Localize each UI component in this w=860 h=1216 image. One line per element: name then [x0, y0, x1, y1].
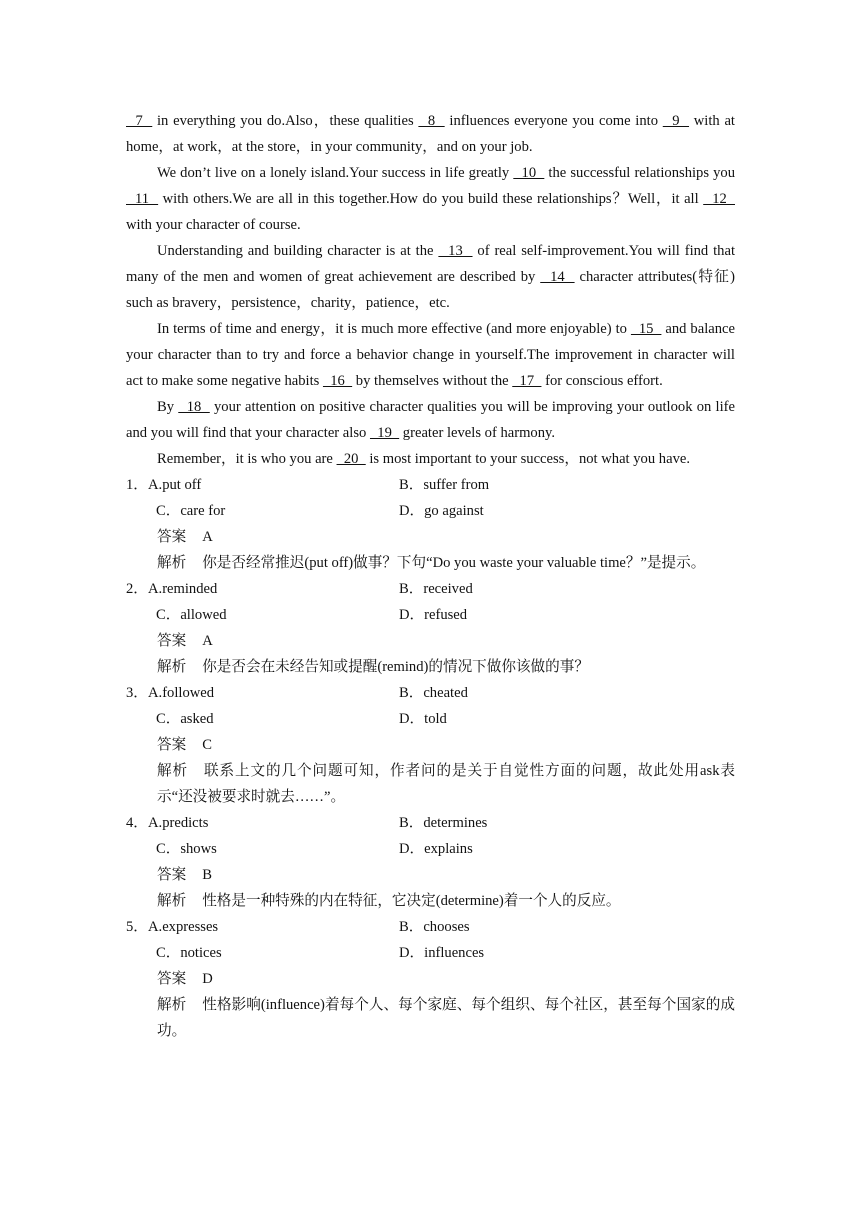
answer-label: 答案	[157, 867, 187, 883]
answer-line	[126, 628, 735, 654]
option-b: B．chooses	[399, 919, 470, 935]
passage-text: in everything you do.Also，these qualities	[152, 113, 419, 129]
option-b: B．suffer from	[399, 477, 490, 493]
options-row	[126, 472, 735, 498]
question-number: 4．	[126, 815, 148, 831]
cloze-passage	[126, 108, 735, 472]
option-a: A.put off	[148, 477, 202, 493]
passage-text: with others.We are all in this together.How do you build these relationships？Well，it all	[158, 191, 704, 207]
blank-19: 19	[369, 425, 400, 441]
option-a: A.followed	[148, 685, 215, 701]
blank-12: 12	[703, 191, 735, 207]
explanation-line	[126, 758, 735, 810]
option-d: D．influences	[399, 945, 485, 961]
blank-14: 14	[540, 269, 575, 285]
answer-label: 答案	[157, 737, 187, 753]
passage-text: greater levels of harmony.	[399, 425, 556, 441]
option-c: C．shows	[156, 841, 217, 857]
options-row	[126, 810, 735, 836]
passage-text: for conscious effort.	[541, 373, 663, 389]
explanation-label: 解析	[157, 763, 189, 779]
passage-text: with at home，at work，at the store，in your community，and on your job.	[126, 113, 735, 155]
blank-10: 10	[513, 165, 545, 181]
passage-text: is most important to your success，not what you have.	[365, 451, 690, 467]
passage-text: We don’t live on a lonely island.Your success in life greatly	[157, 165, 514, 181]
passage-text: the successful relationships you	[544, 165, 736, 181]
option-b: B．determines	[399, 815, 488, 831]
passage-text: and balance your character than to try and force a behavior change in yourself.The improvement in character will act to make some negative habits	[126, 321, 735, 389]
answer-label: 答案	[157, 529, 187, 545]
question-2	[126, 576, 735, 680]
blank-11: 11	[126, 191, 159, 207]
blank-9: 9	[662, 113, 690, 129]
question-3	[126, 680, 735, 810]
option-c: C．notices	[156, 945, 222, 961]
answer-value: D	[202, 971, 213, 987]
options-row	[126, 940, 735, 966]
explanation-label: 解析	[157, 997, 187, 1013]
answer-line	[126, 966, 735, 992]
answer-value: A	[202, 633, 213, 649]
explanation-text: 性格是一种特殊的内在特征，它决定(determine)着一个人的反应。	[202, 893, 621, 909]
passage-text: by themselves without the	[352, 373, 513, 389]
options-row	[126, 836, 735, 862]
question-number: 2．	[126, 581, 148, 597]
options-row	[126, 914, 735, 940]
passage-paragraph	[126, 108, 735, 160]
option-b: B．cheated	[399, 685, 468, 701]
option-b: B．received	[399, 581, 473, 597]
passage-text: of real self-improvement.You will find that many of the men and women of great achievement are described by	[126, 243, 735, 285]
explanation-label: 解析	[157, 659, 187, 675]
blank-20: 20	[336, 451, 366, 467]
passage-text: In terms of time and energy，it is much more effective (and more enjoyable) to	[157, 321, 631, 337]
passage-text: your attention on positive character qualities you will be improving your outlook on life and you will find that your character also	[126, 399, 735, 441]
question-number: 5．	[126, 919, 148, 935]
passage-text: with your character of course.	[126, 217, 301, 233]
passage-paragraph	[126, 238, 735, 316]
passage-paragraph	[126, 316, 735, 394]
passage-text: Remember，it is who you are	[157, 451, 337, 467]
blank-17: 17	[512, 373, 542, 389]
passage-text: By	[157, 399, 179, 415]
options-row	[126, 498, 735, 524]
explanation-line	[126, 888, 735, 914]
passage-paragraph	[126, 160, 735, 238]
option-c: C．allowed	[156, 607, 227, 623]
blank-13: 13	[438, 243, 473, 259]
blank-16: 16	[322, 373, 353, 389]
passage-text: influences everyone you come into	[444, 113, 663, 129]
option-d: D．told	[399, 711, 447, 727]
question-1	[126, 472, 735, 576]
explanation-text: 联系上文的几个问题可知，作者问的是关于自觉性方面的问题，故此处用ask表示“还没被要求时就去……”。	[157, 763, 735, 805]
option-a: A.expresses	[148, 919, 219, 935]
options-row	[126, 602, 735, 628]
explanation-line	[126, 992, 735, 1044]
options-row	[126, 680, 735, 706]
explanation-text: 你是否经常推迟(put off)做事？下句“Do you waste your valuable time？”是提示。	[202, 555, 706, 571]
explanation-text: 你是否会在未经告知或提醒(remind)的情况下做你该做的事？	[202, 659, 589, 675]
explanation-line	[126, 550, 735, 576]
options-row	[126, 576, 735, 602]
explanation-text: 性格影响(influence)着每个人、每个家庭、每个组织、每个社区，甚至每个国家的成功。	[157, 997, 735, 1039]
question-number: 3．	[126, 685, 148, 701]
option-a: A.reminded	[148, 581, 218, 597]
option-d: D．explains	[399, 841, 473, 857]
passage-paragraph	[126, 446, 735, 472]
options-row	[126, 706, 735, 732]
blank-15: 15	[630, 321, 662, 337]
blank-18: 18	[178, 399, 210, 415]
option-d: D．go against	[399, 503, 484, 519]
answer-value: C	[202, 737, 212, 753]
passage-text: Understanding and building character is at the	[157, 243, 439, 259]
document-page	[126, 108, 735, 1044]
question-number: 1．	[126, 477, 148, 493]
option-c: C．care for	[156, 503, 226, 519]
explanation-line	[126, 654, 735, 680]
passage-text: character attributes(特征) such as bravery，persistence，charity，patience，etc.	[126, 269, 736, 311]
question-5	[126, 914, 735, 1044]
explanation-label: 解析	[157, 893, 187, 909]
question-4	[126, 810, 735, 914]
option-c: C．asked	[156, 711, 214, 727]
answer-line	[126, 862, 735, 888]
answer-line	[126, 524, 735, 550]
question-list	[126, 472, 735, 1044]
answer-value: B	[202, 867, 212, 883]
blank-8: 8	[418, 113, 445, 129]
passage-paragraph	[126, 394, 735, 446]
option-d: D．refused	[399, 607, 468, 623]
option-a: A.predicts	[148, 815, 209, 831]
answer-label: 答案	[157, 633, 187, 649]
explanation-label: 解析	[157, 555, 187, 571]
blank-7: 7	[126, 113, 153, 129]
answer-label: 答案	[157, 971, 187, 987]
answer-value: A	[202, 529, 213, 545]
answer-line	[126, 732, 735, 758]
